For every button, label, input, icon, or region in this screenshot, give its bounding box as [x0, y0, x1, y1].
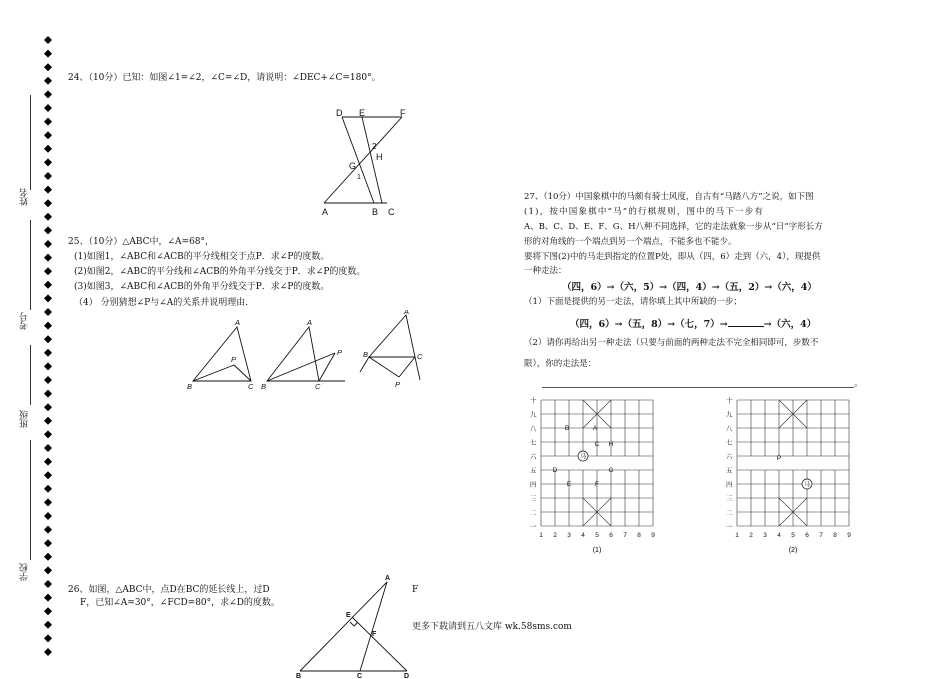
margin-diamond	[44, 512, 52, 520]
margin-diamond	[44, 158, 52, 166]
board1-G: G	[608, 467, 614, 474]
margin-diamond	[44, 322, 52, 330]
board1-F: F	[595, 481, 599, 488]
q27-answer-line[interactable]	[542, 386, 854, 388]
q27-sub-2b: 限），你的走法是：	[524, 359, 597, 369]
margin-diamond	[44, 240, 52, 248]
q25-figures	[185, 310, 430, 395]
board1-C: C	[594, 441, 600, 448]
margin-diamond	[44, 498, 52, 506]
board-col-label: 8	[833, 532, 837, 539]
margin-diamond	[44, 50, 52, 58]
board2-horse: 马	[803, 482, 811, 489]
q27-route-2-end: →（六，4）	[763, 319, 817, 330]
q25-fig3-C: C	[417, 352, 423, 361]
board-col-label: 6	[609, 532, 613, 539]
q25-fig3-P: P	[395, 380, 401, 389]
margin-diamond	[44, 172, 52, 180]
board1-B: B	[564, 425, 570, 432]
margin-diamond	[44, 390, 52, 398]
board2-P: P	[776, 455, 782, 462]
margin-diamond	[44, 77, 52, 85]
board-col-label: 8	[637, 532, 641, 539]
q25-fig1-P: P	[231, 355, 237, 364]
margin-diamond	[44, 553, 52, 561]
q27-route-2	[570, 316, 816, 331]
q24-label-1: 1	[357, 174, 361, 181]
board-row-label: 二	[530, 509, 537, 517]
q25-fig3-B: B	[363, 350, 369, 359]
q27-sub-2a: （2）请你再给出另一种走法（只要与前面的两种走法不完全相同即可，步数不	[524, 338, 819, 348]
q27-board-2	[724, 392, 860, 562]
board-row-label: 一	[726, 523, 733, 531]
margin-diamond	[44, 594, 52, 602]
q25-item-2: (2)如图2，∠ABC的平分线和∠ACB的外角平分线交于P．求∠P的度数。	[74, 267, 366, 277]
margin-label-exam-no: 考号	[20, 312, 30, 330]
margin-diamond	[44, 281, 52, 289]
margin-diamond-border	[42, 36, 54, 676]
margin-diamond	[44, 199, 52, 207]
margin-label-name: 姓名	[20, 188, 30, 206]
board-row-label: 一	[530, 523, 537, 531]
q24-label-E: E	[359, 108, 366, 118]
margin-diamond	[44, 376, 52, 384]
board-col-label: 7	[819, 532, 823, 539]
q25-fig1-B: B	[187, 382, 193, 391]
margin-line-3	[30, 345, 31, 405]
q26-label-A: A	[385, 575, 391, 582]
q27-route-2-start: （四，6）→（五，8）→（七，7）→	[570, 319, 728, 330]
margin-diamond	[44, 539, 52, 547]
q27-answer-end: 。	[854, 379, 864, 389]
margin-diamond	[44, 186, 52, 194]
margin-diamond	[44, 403, 52, 411]
board-row-label: 六	[530, 453, 537, 461]
q26-line-2: F，已知∠A=30°，∠FCD=80°，求∠D的度数。	[80, 598, 280, 608]
q24-figure	[312, 105, 422, 220]
margin-diamond	[44, 607, 52, 615]
q24-text: 24、（10分）已知：如图∠1=∠2，∠C=∠D，请说明：∠DEC+∠C=180°。	[68, 73, 381, 83]
margin-diamond	[44, 63, 52, 71]
q24-label-2: 2	[372, 142, 377, 151]
margin-diamond	[44, 648, 52, 656]
board-row-label: 五	[530, 467, 537, 475]
board-row-label: 十	[726, 397, 733, 405]
margin-diamond	[44, 213, 52, 221]
margin-diamond	[44, 430, 52, 438]
board1-E: E	[566, 481, 572, 488]
board-col-label: 5	[595, 532, 599, 539]
q25-fig2-C: C	[315, 382, 321, 391]
board-col-label: 1	[735, 532, 739, 539]
margin-diamond	[44, 417, 52, 425]
q26-line-1: 26、如图，△ABC中，点D在BC的延长线上，过D	[68, 585, 270, 595]
q27-line-2: (1)，按中国象棋中“马”的行棋规则，图中的马下一步有	[524, 207, 765, 217]
q25-fig2-A: A	[307, 318, 313, 327]
margin-label-school: 学校	[20, 563, 30, 581]
board-col-label: 7	[623, 532, 627, 539]
q26-label-B: B	[296, 673, 302, 679]
q25-fig2-B: B	[261, 382, 267, 391]
board-row-label: 十	[530, 397, 537, 405]
q24-label-H: H	[376, 152, 383, 162]
margin-diamond	[44, 634, 52, 642]
margin-diamond	[44, 621, 52, 629]
board-col-label: 2	[553, 532, 557, 539]
q27-sub-1: （1）下面是提供的另一走法，请你填上其中所缺的一步；	[524, 297, 742, 307]
q24-label-G: G	[349, 161, 357, 171]
q26-label-F: F	[372, 631, 377, 638]
margin-label-class: 班级	[20, 410, 30, 428]
margin-line-2	[30, 220, 31, 310]
margin-diamond	[44, 36, 52, 44]
board-row-label: 七	[530, 439, 537, 447]
margin-diamond	[44, 145, 52, 153]
q27-line-1: 27、（10分）中国象棋中的马颇有骑士风度，自古有“马踏八方”之说，如下图	[524, 192, 814, 202]
margin-diamond	[44, 267, 52, 275]
q27-line-6: 一种走法：	[524, 266, 567, 276]
q27-route-2-blank[interactable]	[728, 316, 764, 327]
q25-title: 25、（10分）△ABC中，∠A=68°，	[68, 237, 215, 247]
margin-diamond	[44, 580, 52, 588]
board-row-label: 八	[726, 425, 733, 433]
q25-fig1-A: A	[235, 318, 241, 327]
q25-fig1-C: C	[248, 382, 254, 391]
board-col-label: 3	[763, 532, 767, 539]
board-row-label: 四	[726, 481, 733, 489]
margin-diamond	[44, 471, 52, 479]
footer-download-note: 更多下载请到五八文库 wk.58sms.com	[412, 622, 572, 632]
q26-label-D: D	[404, 673, 410, 679]
board-row-label: 九	[726, 411, 733, 419]
q25-item-3: (3)如图3，∠ABC和∠ACB的外角平分线交于P．求∠P的度数。	[74, 282, 330, 292]
q27-line-5: 要将下图(2)中的马走到指定的位置P处，即从（四，6）走到（六，4），现提供	[524, 252, 821, 262]
q25-fig3-A: A	[404, 310, 410, 316]
board1-horse: 马	[579, 454, 587, 461]
margin-diamond	[44, 526, 52, 534]
q26-label-C: C	[357, 673, 363, 679]
margin-diamond	[44, 118, 52, 126]
margin-diamond	[44, 362, 52, 370]
q24-label-B: B	[372, 207, 379, 217]
margin-diamond	[44, 335, 52, 343]
q26-figure	[290, 572, 420, 679]
q25-item-1: (1)如图1，∠ABC和∠ACB的平分线相交于点P．求∠P的度数。	[74, 252, 330, 262]
q24-label-C: C	[388, 207, 395, 217]
margin-diamond	[44, 566, 52, 574]
board1-H: H	[608, 441, 614, 448]
board-row-label: 二	[726, 509, 733, 517]
board-col-label: 5	[791, 532, 795, 539]
board-row-label: 三	[530, 495, 537, 503]
q26-line-tail: F	[412, 585, 419, 595]
board-col-label: 6	[805, 532, 809, 539]
q27-line-3: A、B、C、D、E、F、G、H八种不同选择，它的走法就象一步从“日”字形长方	[524, 222, 823, 232]
margin-diamond	[44, 308, 52, 316]
margin-diamond	[44, 294, 52, 302]
q24-label-D: D	[336, 108, 343, 118]
board1-A: A	[592, 425, 598, 432]
board1-caption: (1)	[592, 547, 602, 554]
margin-diamond	[44, 349, 52, 357]
margin-line-4	[30, 440, 31, 560]
margin-line-1	[30, 95, 31, 190]
board-col-label: 9	[651, 532, 655, 539]
board-row-label: 九	[530, 411, 537, 419]
q25-item-4: （4） 分别猜想∠P与∠A的关系并说明理由.	[74, 298, 249, 308]
margin-diamond	[44, 90, 52, 98]
board-col-label: 9	[847, 532, 851, 539]
board-row-label: 七	[726, 439, 733, 447]
q24-label-F: F	[400, 108, 406, 118]
margin-diamond	[44, 485, 52, 493]
q26-label-E: E	[346, 612, 351, 619]
board-col-label: 1	[539, 532, 543, 539]
board-row-label: 六	[726, 453, 733, 461]
board1-D: D	[552, 467, 558, 474]
board-col-label: 4	[777, 532, 781, 539]
margin-diamond	[44, 444, 52, 452]
board-row-label: 八	[530, 425, 537, 433]
q25-fig2-P: P	[337, 348, 343, 357]
board-col-label: 4	[581, 532, 585, 539]
q27-line-4: 形的对角线的一个端点到另一个端点，不能多也不能少。	[524, 237, 737, 247]
margin-diamond	[44, 458, 52, 466]
board-col-label: 3	[567, 532, 571, 539]
board-col-label: 2	[749, 532, 753, 539]
q24-label-A: A	[322, 207, 329, 217]
board-row-label: 三	[726, 495, 733, 503]
margin-diamond	[44, 254, 52, 262]
q27-board-1	[528, 392, 664, 562]
q27-route-1: （四，6）→（六，5）→（四，4）→（五，2）→（六，4）	[562, 282, 817, 293]
board2-caption: (2)	[788, 547, 798, 554]
board-row-label: 四	[530, 481, 537, 489]
margin-diamond	[44, 104, 52, 112]
margin-diamond	[44, 131, 52, 139]
margin-diamond	[44, 226, 52, 234]
board-row-label: 五	[726, 467, 733, 475]
